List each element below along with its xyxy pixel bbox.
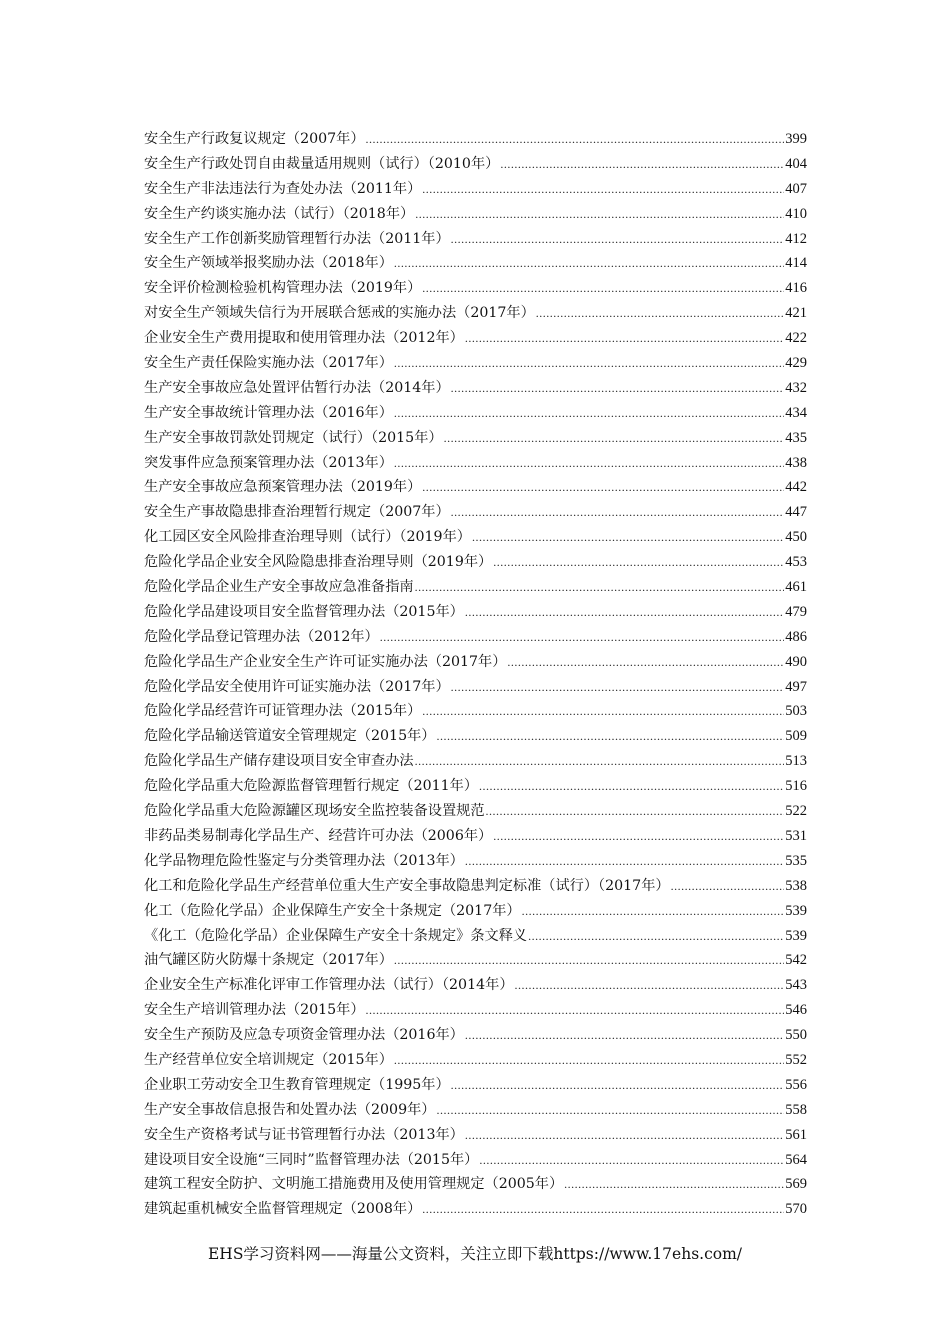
toc-dot-leader: [366, 127, 785, 152]
toc-entry-title: 危险化学品输送管道安全管理规定（2015年）: [144, 728, 436, 745]
toc-entry-page-number: 522: [785, 803, 807, 820]
toc-dot-leader: [422, 177, 784, 202]
toc-entry[interactable]: [144, 1197, 807, 1222]
toc-entry-page-number: 538: [785, 877, 807, 894]
toc-entry-title: 企业职工劳动安全卫生教育管理规定（1995年）: [144, 1076, 450, 1093]
toc-entry-title: 生产安全事故统计管理办法（2016年）: [144, 404, 393, 421]
toc-entry-page-number: 561: [785, 1126, 807, 1143]
toc-dot-leader: [486, 799, 785, 824]
toc-entry-page-number: 570: [785, 1201, 807, 1218]
toc-entry-title: 危险化学品企业安全风险隐患排查治理导则（2019年）: [144, 554, 493, 571]
toc-entry-title: 生产安全事故罚款处罚规定（试行）（2015年）: [144, 429, 443, 446]
toc-dot-leader: [394, 948, 784, 973]
toc-dot-leader: [394, 451, 784, 476]
toc-entry[interactable]: [144, 924, 807, 949]
toc-entry-page-number: 509: [785, 728, 807, 745]
toc-entry-page-number: 550: [785, 1027, 807, 1044]
toc-entry[interactable]: [144, 202, 807, 227]
toc-dot-leader: [451, 1073, 785, 1098]
toc-entry-title: 建筑起重机械安全监督管理规定（2008年）: [144, 1201, 422, 1218]
toc-entry[interactable]: [144, 724, 807, 749]
toc-dot-leader: [415, 749, 785, 774]
toc-entry-title: 企业安全生产费用提取和使用管理办法（2012年）: [144, 330, 464, 347]
toc-entry-page-number: 539: [785, 927, 807, 944]
toc-entry[interactable]: [144, 1098, 807, 1123]
toc-entry-title: 《化工（危险化学品）企业保障生产安全十条规定》条文释义: [144, 927, 528, 944]
toc-entry-page-number: 497: [785, 678, 807, 695]
toc-dot-leader: [522, 899, 785, 924]
toc-entry-page-number: 447: [785, 504, 807, 521]
toc-entry-title: 安全生产行政处罚自由裁量适用规则（试行）（2010年）: [144, 155, 500, 172]
toc-entry[interactable]: [144, 177, 807, 202]
toc-entry[interactable]: [144, 276, 807, 301]
toc-dot-leader: [451, 500, 785, 525]
toc-entry[interactable]: [144, 227, 807, 252]
toc-entry-page-number: 479: [785, 603, 807, 620]
toc-entry-page-number: 422: [785, 330, 807, 347]
toc-entry-title: 生产安全事故应急处置评估暂行办法（2014年）: [144, 379, 450, 396]
toc-dot-leader: [394, 251, 784, 276]
toc-entry-page-number: 429: [785, 355, 807, 372]
toc-entry-page-number: 421: [785, 305, 807, 322]
toc-entry[interactable]: [144, 550, 807, 575]
toc-entry[interactable]: [144, 251, 807, 276]
toc-entry-page-number: 416: [785, 280, 807, 297]
toc-entry[interactable]: [144, 1123, 807, 1148]
toc-entry-page-number: 432: [785, 379, 807, 396]
toc-entry-title: 化工园区安全风险排查治理导则（试行）（2019年）: [144, 529, 471, 546]
toc-entry-title: 对安全生产领域失信行为开展联合惩戒的实施办法（2017年）: [144, 305, 535, 322]
toc-entry[interactable]: [144, 575, 807, 600]
toc-entry-page-number: 407: [785, 180, 807, 197]
toc-dot-leader: [479, 774, 784, 799]
toc-entry-title: 安全生产事故隐患排查治理暂行规定（2007年）: [144, 504, 450, 521]
toc-entry[interactable]: [144, 475, 807, 500]
toc-entry-title: 安全生产工作创新奖励管理暂行办法（2011年）: [144, 230, 450, 247]
toc-entry[interactable]: [144, 600, 807, 625]
toc-entry[interactable]: [144, 973, 807, 998]
toc-dot-leader: [536, 301, 784, 326]
toc-entry-title: 非药品类易制毒化学品生产、经营许可办法（2006年）: [144, 827, 493, 844]
toc-dot-leader: [465, 1023, 784, 1048]
toc-dot-leader: [394, 1048, 784, 1073]
toc-dot-leader: [415, 202, 784, 227]
toc-dot-leader: [465, 600, 784, 625]
toc-dot-leader: [394, 401, 784, 426]
toc-entry[interactable]: [144, 525, 807, 550]
toc-entry-title: 安全生产非法违法行为查处办法（2011年）: [144, 180, 422, 197]
toc-entry-title: 安全生产培训管理办法（2015年）: [144, 1002, 365, 1019]
toc-entry-title: 危险化学品重大危险源罐区现场安全监控装备设置规范: [144, 803, 485, 820]
toc-entry-title: 安全生产资格考试与证书管理暂行办法（2013年）: [144, 1126, 464, 1143]
toc-entry-title: 安全生产预防及应急专项资金管理办法（2016年）: [144, 1027, 464, 1044]
toc-entry[interactable]: [144, 675, 807, 700]
toc-entry-page-number: 442: [785, 479, 807, 496]
toc-entry-page-number: 453: [785, 554, 807, 571]
toc-entry-title: 安全评价检测检验机构管理办法（2019年）: [144, 280, 422, 297]
toc-entry[interactable]: [144, 849, 807, 874]
toc-entry[interactable]: [144, 401, 807, 426]
toc-entry-title: 生产经营单位安全培训规定（2015年）: [144, 1051, 393, 1068]
toc-dot-leader: [366, 998, 785, 1023]
toc-dot-leader: [515, 973, 785, 998]
toc-dot-leader: [415, 575, 785, 600]
toc-dot-leader: [465, 849, 784, 874]
toc-entry[interactable]: [144, 1172, 807, 1197]
toc-dot-leader: [394, 351, 784, 376]
page-footer: EHS学习资料网——海量公文资料，关注立即下载https://www.17ehs.com/: [207, 1245, 743, 1263]
toc-entry-page-number: 503: [785, 703, 807, 720]
toc-entry-page-number: 535: [785, 852, 807, 869]
toc-entry-page-number: 414: [785, 255, 807, 272]
toc-entry[interactable]: [144, 749, 807, 774]
toc-dot-leader: [444, 426, 785, 451]
toc-entry[interactable]: [144, 451, 807, 476]
toc-entry-title: 危险化学品经营许可证管理办法（2015年）: [144, 703, 422, 720]
toc-entry[interactable]: [144, 650, 807, 675]
toc-dot-leader: [465, 326, 784, 351]
toc-dot-leader: [472, 525, 784, 550]
toc-dot-leader: [436, 1098, 784, 1123]
toc-entry-page-number: 564: [785, 1151, 807, 1168]
toc-entry-title: 安全生产约谈实施办法（试行）（2018年）: [144, 205, 415, 222]
toc-entry[interactable]: [144, 1073, 807, 1098]
toc-dot-leader: [422, 276, 784, 301]
toc-entry[interactable]: [144, 127, 807, 152]
toc-entry[interactable]: [144, 1048, 807, 1073]
toc-entry-page-number: 516: [785, 778, 807, 795]
toc-dot-leader: [451, 227, 785, 252]
table-of-contents: [144, 127, 807, 1222]
toc-entry-page-number: 542: [785, 952, 807, 969]
toc-entry-title: 安全生产行政复议规定（2007年）: [144, 131, 365, 147]
toc-dot-leader: [479, 1148, 784, 1173]
toc-entry[interactable]: [144, 774, 807, 799]
toc-entry-page-number: 399: [785, 131, 807, 147]
toc-dot-leader: [422, 1197, 784, 1222]
toc-entry[interactable]: [144, 426, 807, 451]
toc-entry-page-number: 410: [785, 205, 807, 222]
toc-entry-page-number: 438: [785, 454, 807, 471]
toc-entry-page-number: 461: [785, 579, 807, 596]
toc-entry-title: 化学品物理危险性鉴定与分类管理办法（2013年）: [144, 852, 464, 869]
toc-entry[interactable]: [144, 948, 807, 973]
toc-entry[interactable]: [144, 699, 807, 724]
toc-dot-leader: [493, 824, 784, 849]
toc-entry-title: 化工（危险化学品）企业保障生产安全十条规定（2017年）: [144, 902, 521, 919]
toc-dot-leader: [493, 550, 784, 575]
toc-entry[interactable]: [144, 1023, 807, 1048]
toc-entry-title: 建设项目安全设施“三同时”监督管理办法（2015年）: [144, 1151, 479, 1168]
toc-dot-leader: [671, 874, 785, 899]
toc-entry-page-number: 531: [785, 827, 807, 844]
toc-entry-page-number: 513: [785, 753, 807, 770]
toc-entry-page-number: 569: [785, 1176, 807, 1193]
toc-entry-title: 安全生产责任保险实施办法（2017年）: [144, 355, 393, 372]
toc-entry[interactable]: [144, 1148, 807, 1173]
toc-entry[interactable]: [144, 625, 807, 650]
toc-entry-title: 危险化学品建设项目安全监督管理办法（2015年）: [144, 603, 464, 620]
toc-dot-leader: [528, 924, 784, 949]
toc-entry-title: 安全生产领域举报奖励办法（2018年）: [144, 255, 393, 272]
toc-entry-page-number: 556: [785, 1076, 807, 1093]
toc-entry-title: 危险化学品企业生产安全事故应急准备指南: [144, 579, 414, 596]
toc-entry[interactable]: [144, 500, 807, 525]
toc-dot-leader: [500, 152, 784, 177]
toc-dot-leader: [380, 625, 785, 650]
toc-dot-leader: [564, 1172, 784, 1197]
toc-entry[interactable]: [144, 899, 807, 924]
toc-entry-title: 生产安全事故信息报告和处置办法（2009年）: [144, 1101, 436, 1118]
toc-entry-title: 危险化学品安全使用许可证实施办法（2017年）: [144, 678, 450, 695]
toc-entry-title: 突发事件应急预案管理办法（2013年）: [144, 454, 393, 471]
toc-entry-title: 建筑工程安全防护、文明施工措施费用及使用管理规定（2005年）: [144, 1176, 564, 1193]
toc-entry-title: 生产安全事故应急预案管理办法（2019年）: [144, 479, 422, 496]
toc-entry-title: 企业安全生产标准化评审工作管理办法（试行）（2014年）: [144, 977, 514, 994]
toc-entry[interactable]: [144, 326, 807, 351]
toc-entry-page-number: 558: [785, 1101, 807, 1118]
toc-entry-page-number: 546: [785, 1002, 807, 1019]
toc-entry[interactable]: [144, 824, 807, 849]
toc-entry-page-number: 486: [785, 628, 807, 645]
toc-dot-leader: [465, 1123, 784, 1148]
toc-entry-title: 危险化学品生产储存建设项目安全审查办法: [144, 753, 414, 770]
toc-dot-leader: [451, 675, 785, 700]
toc-entry[interactable]: [144, 874, 807, 899]
toc-entry-page-number: 543: [785, 977, 807, 994]
toc-entry[interactable]: [144, 376, 807, 401]
toc-entry-page-number: 435: [785, 429, 807, 446]
toc-entry-page-number: 404: [785, 155, 807, 172]
toc-dot-leader: [507, 650, 784, 675]
toc-entry[interactable]: [144, 799, 807, 824]
toc-entry-title: 危险化学品生产企业安全生产许可证实施办法（2017年）: [144, 653, 507, 670]
toc-entry[interactable]: [144, 152, 807, 177]
toc-entry-page-number: 539: [785, 902, 807, 919]
toc-entry-page-number: 450: [785, 529, 807, 546]
toc-entry[interactable]: [144, 351, 807, 376]
toc-entry-page-number: 552: [785, 1051, 807, 1068]
toc-entry-title: 危险化学品登记管理办法（2012年）: [144, 628, 379, 645]
toc-dot-leader: [451, 376, 785, 401]
toc-entry-page-number: 434: [785, 404, 807, 421]
toc-entry-title: 危险化学品重大危险源监督管理暂行规定（2011年）: [144, 778, 479, 795]
toc-dot-leader: [436, 724, 784, 749]
toc-entry[interactable]: [144, 301, 807, 326]
toc-entry-title: 化工和危险化学品生产经营单位重大生产安全事故隐患判定标准（试行）（2017年）: [144, 877, 670, 894]
toc-entry-title: 油气罐区防火防爆十条规定（2017年）: [144, 952, 393, 969]
toc-entry-page-number: 412: [785, 230, 807, 247]
toc-entry-page-number: 490: [785, 653, 807, 670]
toc-dot-leader: [422, 475, 784, 500]
toc-dot-leader: [422, 699, 784, 724]
toc-entry[interactable]: [144, 998, 807, 1023]
